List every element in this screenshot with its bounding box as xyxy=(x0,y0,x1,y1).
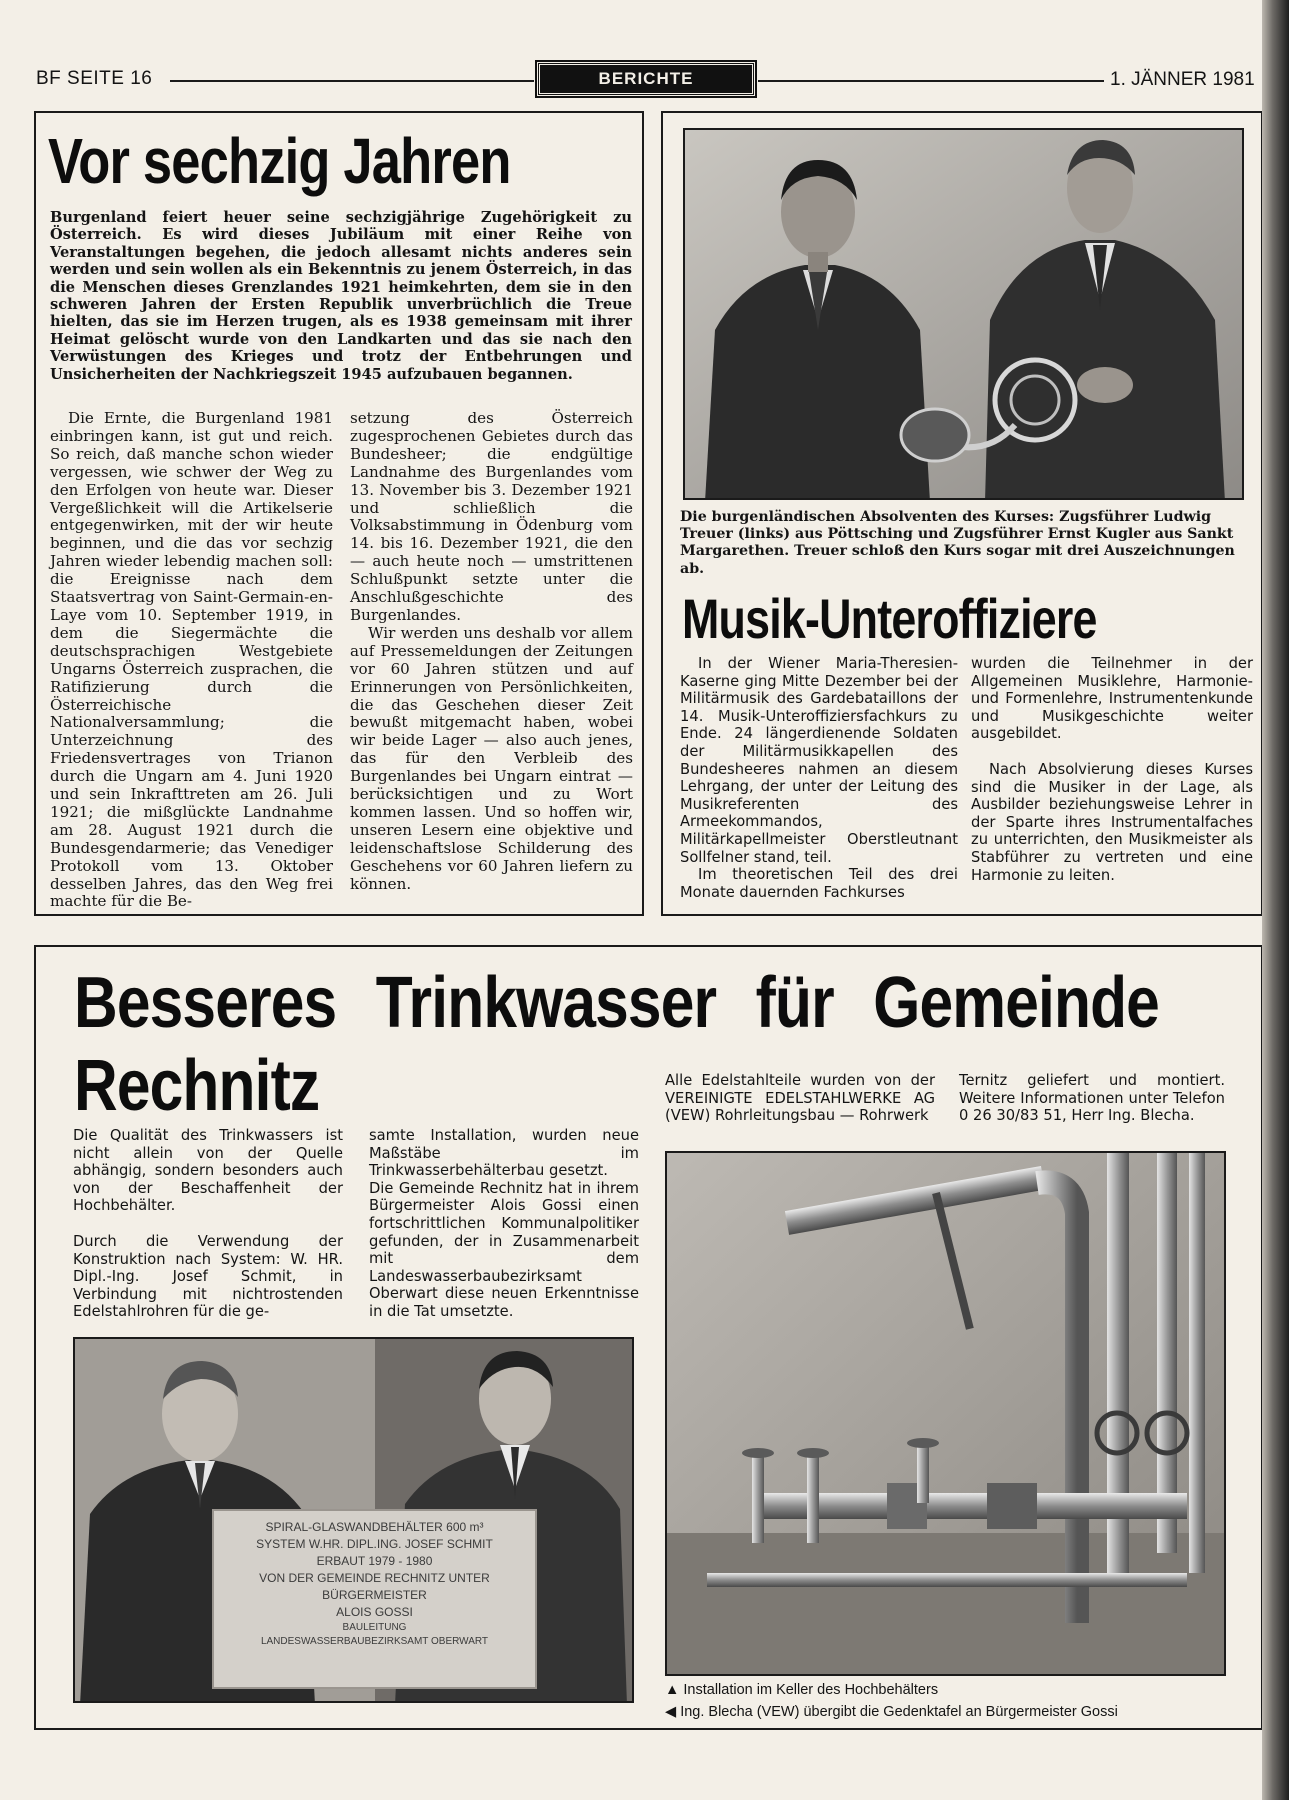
article1-column-2 xyxy=(350,410,633,893)
plaque-line: SYSTEM W.HR. DIPL.ING. JOSEF SCHMIT xyxy=(256,1537,493,1551)
plaque-line: SPIRAL-GLASWANDBEHÄLTER 600 m³ xyxy=(265,1520,484,1534)
article3-column-3 xyxy=(665,1072,935,1125)
article3-paragraph: Durch die Verwendung der Konstruktion nach System: W. HR. Dipl.-Ing. Josef Schmit, in Verbindung mit nichtrostenden Edelstahlrohren für die ge- xyxy=(73,1232,343,1321)
plaque-line: VON DER GEMEINDE RECHNITZ UNTER xyxy=(259,1571,490,1585)
plaque-line: BAULEITUNG xyxy=(342,1622,407,1633)
binding-edge xyxy=(1262,0,1289,1800)
photo-two-soldiers xyxy=(683,128,1244,500)
article1-paragraph: setzung des Österreich zugesprochenen Gebietes durch das Bundesheer; die endgültige Landnahme des Burgenlandes vom 13. November bis 3. Dezember 1921 und schließlich die Volksabstimmung in Ödenburg vom 14. bis 16. Dezember 1921, die den — auch heute noch — umstrittenen Schlußpunkt setzte unter die Anschlußgeschichte des Burgenlandes. xyxy=(350,409,633,624)
section-badge: BERICHTE xyxy=(537,62,755,96)
arrow-up-icon: ▲ xyxy=(665,1682,680,1698)
article2-paragraph: wurden die Teilnehmer in der Allgemeinen Musiklehre, Harmonie- und Formenlehre, Instrumentenkunde und Musikgeschichte weiter ausgebildet. xyxy=(971,655,1253,743)
plaque-line: ALOIS GOSSI xyxy=(336,1605,413,1619)
issue-date: 1. JÄNNER 1981 xyxy=(1110,69,1255,90)
plaque-line: ERBAUT 1979 - 1980 xyxy=(316,1554,433,1568)
article2-paragraph: Im theoretischen Teil des drei Monate dauernden Fachkurses xyxy=(680,866,958,901)
article2-column-2 xyxy=(971,655,1253,884)
headline-musik-unteroffiziere: Musik-Unteroffiziere xyxy=(682,587,1097,650)
soldiers-photo-caption: Die burgenländischen Absolventen des Kurses: Zugsführer Ludwig Treuer (links) aus Pöttsching und Zugsführer Ernst Kugler aus Sankt Margarethen. Treuer schloß den Kurs sogar mit drei Auszeichnungen ab. xyxy=(680,509,1235,577)
page-number: BF SEITE 16 xyxy=(36,68,153,89)
article3-paragraph: Ternitz geliefert und montiert. Weitere Informationen unter Telefon 0 26 30/83 51, Herr Ing. Blecha. xyxy=(959,1072,1225,1125)
photo-caption-2 xyxy=(665,1702,1255,1722)
plaque-line: BÜRGERMEISTER xyxy=(322,1588,427,1602)
headline-vor-sechzig-jahren: Vor sechzig Jahren xyxy=(48,125,511,197)
memorial-plaque xyxy=(212,1509,537,1689)
photo-caption-1 xyxy=(665,1680,1255,1700)
soldiers-photo-illustration xyxy=(685,130,1244,500)
article3-paragraph: samte Installation, wurden neue Maßstäbe im Trinkwasserbehälterbau gesetzt. xyxy=(369,1127,639,1180)
arrow-left-icon: ◀ xyxy=(665,1704,677,1720)
article3-paragraph: Alle Edelstahlteile wurden von der VEREINIGTE EDELSTAHLWERKE AG (VEW) Rohrleitungsbau — Rohrwerk xyxy=(665,1072,935,1125)
photo-installation-keller xyxy=(665,1151,1226,1676)
article2-paragraph: Nach Absolvierung dieses Kurses sind die Musiker in der Lage, als Ausbilder beziehungsweise Lehrer in der Sparte ihres Instrumentalfaches zu unterrichten, den Musikmeister als Stabführer zu vertreten und eine Harmonie zu leiten. xyxy=(971,760,1253,884)
article1-column-1 xyxy=(50,410,333,911)
article1-paragraph: Die Ernte, die Burgenland 1981 einbringen kann, ist gut und reich. So reich, daß manche schon wieder vergessen, wie schwer der Weg zu den Erfolgen von heute war. Dieser Vergeßlichkeit will die Artikelserie entgegenwirken, mit der wir heute beginnen, und die das vor sechzig Jahren wieder lebendig machen soll: die Ereignisse nach dem Staatsvertrag von Saint-Germain-en-Laye vom 10. September 1919, in dem die Siegermächte die deutschsprachigen Westgebiete Ungarns Österreich zusprachen, die Ratifizierung durch die Österreichische Nationalversammlung; die Unterzeichnung des Friedensvertrages von Trianon durch die Ungarn am 4. Juni 1920 und sein Inkrafttreten am 26. Juli 1921; die mißglückte Landnahme am 28. August 1921 durch die Bundesgendarmerie; das Venediger Protokoll vom 13. Oktober desselben Jahres, das den Weg frei machte für die Be- xyxy=(50,409,333,911)
article3-paragraph: Die Qualität des Trinkwassers ist nicht allein von der Quelle abhängig, sondern besonders auch von der Beschaffenheit der Hochbehälter. xyxy=(73,1127,343,1215)
header-rule-left xyxy=(170,80,534,82)
installation-caption: Installation im Keller des Hochbehälters xyxy=(683,1682,939,1698)
headline-trinkwasser-line1: Besseres Trinkwasser für Gemeinde xyxy=(74,963,1159,1043)
article2-column-1 xyxy=(680,655,958,901)
plaque-line: LANDESWASSERBAUBEZIRKSAMT OBERWART xyxy=(260,1636,489,1647)
article3-column-2 xyxy=(369,1127,639,1321)
handover-caption: Ing. Blecha (VEW) übergibt die Gedenktafel an Bürgermeister Gossi xyxy=(680,1704,1118,1720)
pipes-photo-illustration xyxy=(667,1153,1226,1676)
header-rule-right xyxy=(758,80,1104,82)
article1-lead: Burgenland feiert heuer seine sechzigjährige Zugehörigkeit zu Österreich. Es wird dieses Jubiläum mit einer Reihe von Veranstaltungen begehen, die jedoch allesamt nichts anderes sein werden und sein wollen als ein Bekenntnis zu jenem Österreich, in das die Menschen dieses Grenzlandes 1921 heimkehrten, dem sie in den schweren Jahren der Ersten Republik unverbrüchlich die Treue hielten, das sie im Herzen trugen, als es 1938 gemeinsam mit ihrer Heimat gelöscht wurde von den Landkarten und das sie nach den Verwüstungen des Krieges und trotz der Entbehrungen und Unsicherheiten der Nachkriegszeit 1945 aufzubauen begannen. xyxy=(50,209,632,383)
article1-paragraph: Wir werden uns deshalb vor allem auf Pressemeldungen der Zeitungen vor 60 Jahren stützen und auf Erinnerungen von Persönlichkeiten, die das Geschehen dieser Zeit bewußt mitgemacht haben, wobei wir beide Lager — also auch jenes, das für den Verbleib des Burgenlandes bei Ungarn eintrat — berücksichtigen und zu Wort kommen lassen. Und so hoffen wir, unseren Lesern eine objektive und leidenschaftslose Schilderung des Geschehens vor 60 Jahren liefern zu können. xyxy=(350,623,633,893)
article3-paragraph: Die Gemeinde Rechnitz hat in ihrem Bürgermeister Alois Gossi einen fortschrittlichen Kommunalpolitiker gefunden, der in Zusammenarbeit mit dem Landeswasserbaubezirksamt Oberwart diese neuen Erkenntnisse in die Tat umsetzte. xyxy=(369,1179,639,1320)
headline-trinkwasser-line2: Rechnitz xyxy=(74,1046,320,1126)
photo-plaque-handover xyxy=(73,1337,634,1703)
article3-column-1 xyxy=(73,1127,343,1321)
article3-column-4 xyxy=(959,1072,1225,1125)
article2-paragraph: In der Wiener Maria-Theresien-Kaserne ging Mitte Dezember bei der Militärmusik des Gardebataillons der 14. Musik-Unteroffiziersfachkurs zu Ende. 24 längerdienende Soldaten der Militärmusikkapellen des Bundesheeres nahmen an diesem Lehrgang, der unter der Leitung des Musikreferenten des Armeekommandos, Militärkapellmeister Oberstleutnant Sollfelner stand, teil. xyxy=(680,655,958,866)
